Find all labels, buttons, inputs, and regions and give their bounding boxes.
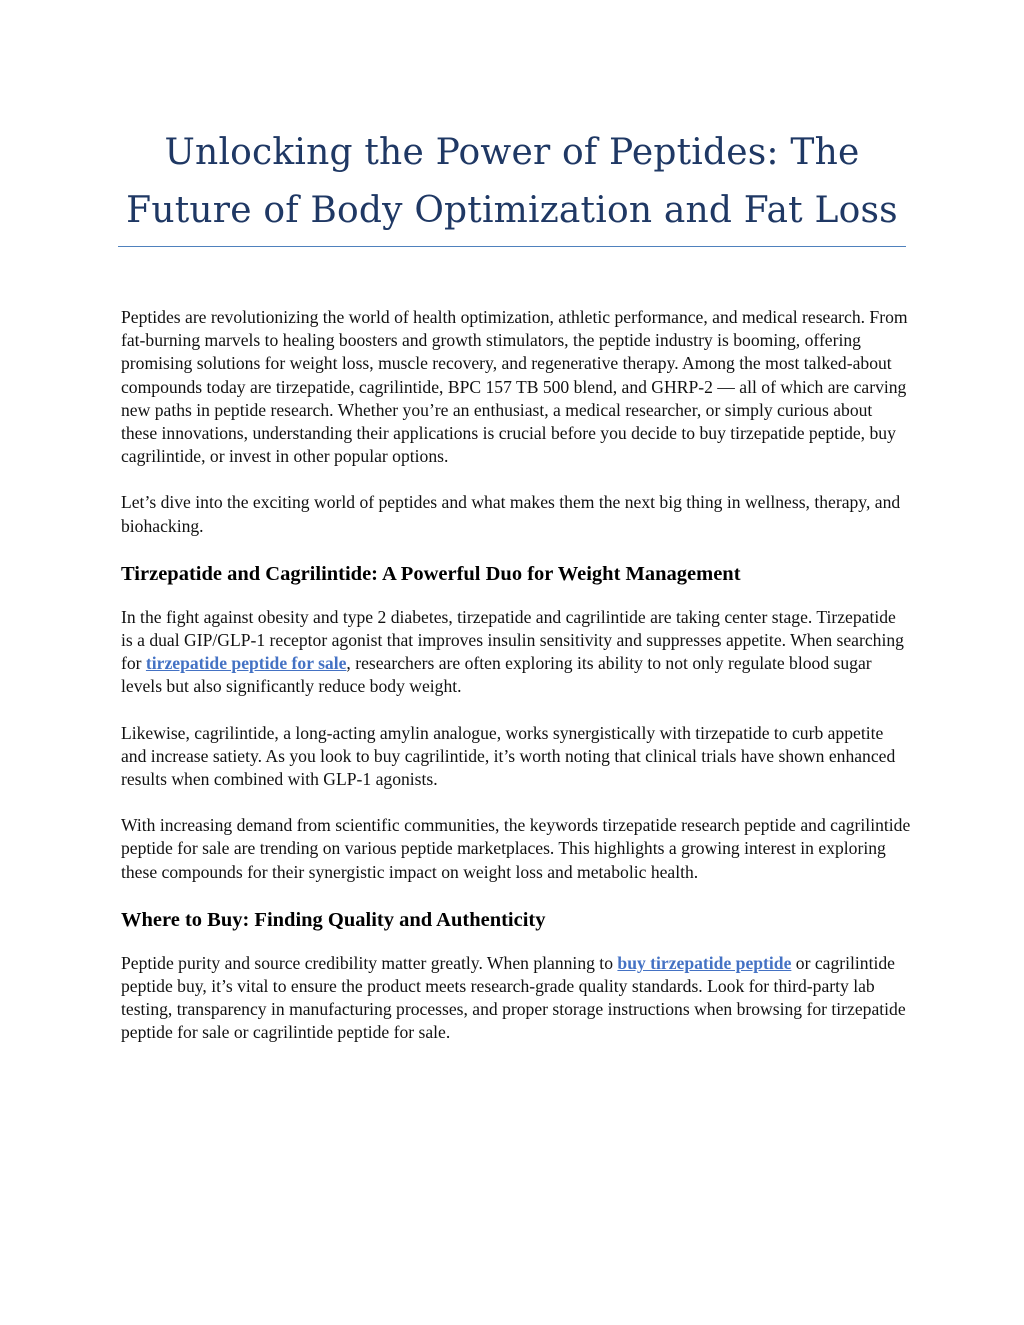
buy-tirzepatide-peptide-link[interactable]: buy tirzepatide peptide [617,952,792,973]
section1-paragraph-3: With increasing demand from scientific communities, the keywords tirzepatide research peptide and cagrilintide peptide for sale are trending on various peptide marketplaces. This highlights a growing interest in exploring these compounds for their synergistic impact on weight loss and metabolic health. [121,815,911,882]
section1-paragraph-1-text-after: , researchers are often exploring its ability to not only regulate blood sugar levels but also significantly reduce body weight. [121,653,872,697]
section2-paragraph-1-text-before: Peptide purity and source credibility matter greatly. When planning to [121,952,618,973]
section1-paragraph-1-text-before: In the fight against obesity and type 2 diabetes, tirzepatide and cagrilintide are taking center stage. Tirzepatide is a dual GIP/GLP-1 receptor agonist that improves insulin sensitivity and suppresses appetite. When searching for [121,606,904,674]
section1-paragraph-2: Likewise, cagrilintide, a long-acting amylin analogue, works synergistically with tirzepatide to curb appetite and increase satiety. As you look to buy cagrilintide, it’s worth noting that clinical trials have shown enhanced results when combined with GLP-1 agonists. [121,722,896,790]
page-title: Unlocking the Power of Peptides: The Future of Body Optimization and Fat Loss [126,132,898,231]
intro-paragraph-2: Let’s dive into the exciting world of peptides and what makes them the next big thing in wellness, therapy, and biohacking. [121,492,901,536]
tirzepatide-peptide-for-sale-link[interactable]: tirzepatide peptide for sale [145,653,347,674]
section2-paragraph-1 [121,952,911,1045]
section1-paragraph-1 [121,606,911,699]
section-heading-tirzepatide-cagrilintide: Tirzepatide and Cagrilintide: A Powerful Duo for Weight Management [121,562,741,585]
section2-paragraph-1-text-after: or cagrilintide peptide buy, it’s vital to ensure the product meets research-grade quality standards. Look for third-party lab testing, transparency in manufacturing processes, and proper storage instructions when browsing for tirzepatide peptide for sale or cagrilintide peptide for sale. [121,952,906,1043]
intro-paragraph-1: Peptides are revolutionizing the world of health optimization, athletic performance, and medical research. From fat-burning marvels to healing boosters and growth stimulators, the peptide industry is booming, offering promising solutions for weight loss, muscle recovery, and regenerative therapy. Among the most talked-about compounds today are tirzepatide, cagrilintide, BPC 157 TB 500 blend, and GHRP-2 — all of which are carving new paths in peptide research. Whether you’re an enthusiast, a medical researcher, or simply curious about these innovations, understanding their applications is crucial before you decide to buy tirzepatide peptide, buy cagrilintide, or invest in other popular options. [121,307,908,467]
title-block [118,124,906,247]
section-heading-where-to-buy: Where to Buy: Finding Quality and Authenticity [121,908,546,931]
article-body [121,306,911,1068]
